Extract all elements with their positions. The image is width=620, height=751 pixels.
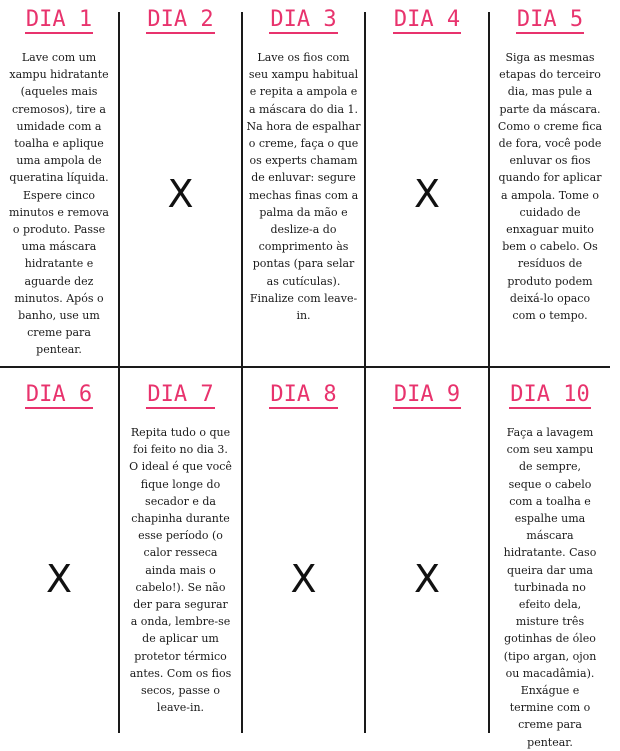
day-cell-1 (0, 8, 118, 364)
rest-day-mark: X (167, 172, 194, 216)
day-cell-6 (0, 383, 118, 743)
day-cell-3 (243, 8, 364, 364)
rest-day-mark: X (413, 172, 441, 216)
day-title: DIA 9 (393, 382, 461, 407)
rest-day-mark: X (45, 557, 73, 601)
day-title: DIA 4 (393, 7, 461, 32)
day-instructions: Lave com um xampu hidratante (aqueles mais cremosos), tire a umidade com a toalha e aplique uma ampola de queratina líquida. Espere cinco minutos e remova o produto. Passe uma máscara hidratante e aguarde dez minutos. Após o banho, use um creme para pentear. (9, 51, 109, 357)
day-cell-9 (366, 383, 488, 743)
day-title: DIA 10 (510, 382, 590, 407)
day-cell-8 (243, 383, 364, 743)
day-title: DIA 7 (147, 382, 214, 407)
day-title: DIA 3 (270, 7, 337, 32)
day-title: DIA 5 (516, 7, 584, 32)
row-divider (0, 366, 610, 368)
day-cell-7 (120, 383, 241, 743)
day-instructions: Siga as mesmas etapas do terceiro dia, mas pule a parte da máscara. Como o creme fica de fora, você pode enluvar os fios quando for aplicar a ampola. Tome o cuidado de enxaguar muito bem o cabelo. Os resíduos de produto podem deixá-lo opaco com o tempo. (497, 51, 603, 323)
rest-day-mark: X (290, 557, 317, 601)
rest-day-mark: X (413, 557, 441, 601)
day-cell-2 (120, 8, 241, 364)
day-title: DIA 1 (25, 7, 93, 32)
day-title: DIA 8 (270, 382, 337, 407)
day-title: DIA 6 (25, 382, 93, 407)
day-title: DIA 2 (147, 7, 214, 32)
day-cell-10 (490, 382, 610, 749)
day-instructions: Lave os fios com seu xampu habitual e repita a ampola e a máscara do dia 1. Na hora de espalhar o creme, faça o que os experts chamam de enluvar: segure mechas finas com a palma da mão e deslize-a do comprimento às pontas (para selar as cutículas). Finalize com leave-in. (246, 51, 361, 323)
day-instructions: Repita tudo o que foi feito no dia 3. O ideal é que você fique longe do secador e da chapinha durante esse período (o calor resseca ainda mais o cabelo!). Se não der para segurar a onda, lembre-se de aplicar um protetor térmico antes. Com os fios secos, passe o leave-in. (129, 426, 232, 715)
day-instructions: Faça a lavagem com seu xampu de sempre, seque o cabelo com a toalha e espalhe uma máscara hidratante. Caso queira dar uma turbinada no efeito dela, misture três gotinhas de óleo (tipo argan, ojon ou macadâmia). Enxágue e termine com o creme para pentear. (503, 426, 597, 749)
day-cell-4 (366, 8, 488, 364)
day-cell-5 (490, 8, 610, 364)
